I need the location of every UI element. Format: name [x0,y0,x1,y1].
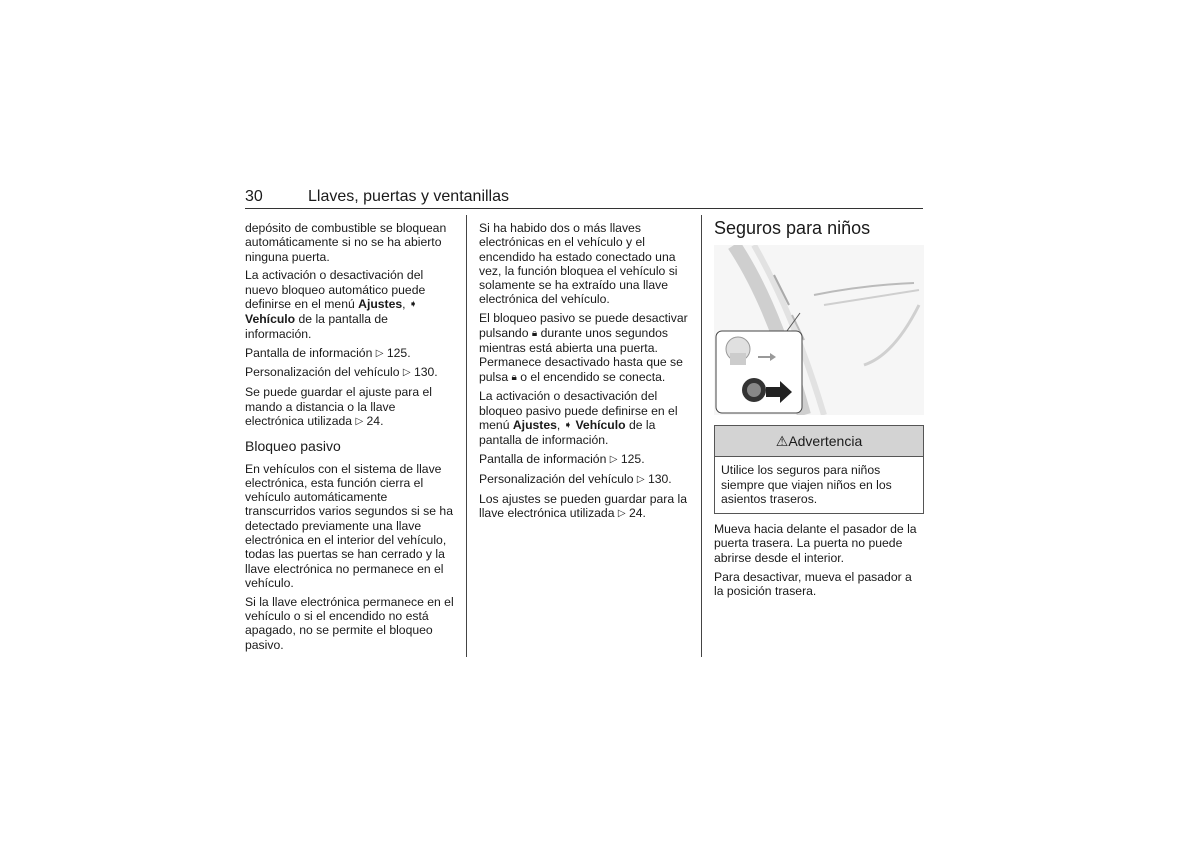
paragraph: En vehículos con el sistema de llave electrónica, esta función cierra el vehículo automáticamente transcurridos varios segundos si se ha detectado previamente una llave electrónica en el interior del vehículo, todas las puertas se han cerrado y la llave electrónica no permanece en el vehículo. [245,461,453,590]
column-2 [479,221,691,526]
child-lock-illustration [714,245,924,415]
reference-arrow-icon: ▷ [355,415,364,427]
section-heading: Seguros para niños [714,218,871,238]
reference-arrow-icon: ▷ [609,454,618,466]
paragraph: Los ajustes se pueden guardar para la llave electrónica utilizada ▷ 24. [479,492,688,521]
cross-reference: Personalización del vehículo ▷ 130. [245,365,438,380]
menu-vehiculo: Vehículo [575,418,626,433]
page-number: 30 [245,188,263,205]
vehicle-icon: ➧ [408,299,418,311]
paragraph: Si la llave electrónica permanece en el vehículo o si el encendido no está apagado, no se permite el bloqueo pasivo. [245,594,454,652]
menu-ajustes: Ajustes [512,418,557,433]
cross-reference: Pantalla de información ▷ 125. [245,345,411,360]
reference-arrow-icon: ▷ [375,347,384,359]
column-1 [245,221,457,657]
column-3 [714,218,924,603]
reference-arrow-icon: ▷ [402,367,411,379]
paragraph: Mueva hacia delante el pasador de la puerta trasera. La puerta no puede abrirse desde el interior. [714,522,917,565]
paragraph: La activación o desactivación del bloqueo pasivo puede definirse en el menú Ajustes, ➧ Vehículo de la pantalla de información. [479,389,678,448]
column-divider-1 [466,215,467,657]
paragraph: depósito de combustible se bloquean automáticamente si no se ha abierto ninguna puerta. [245,221,447,264]
subheading-bloqueo-pasivo: Bloqueo pasivo [245,438,341,455]
reference-arrow-icon: ▷ [617,508,626,520]
cross-reference: Personalización del vehículo ▷ 130. [479,472,672,487]
paragraph: El bloqueo pasivo se puede desactivar pulsando 🔒︎ durante unos segundos mientras está abierta una puerta. Permanece desactivado hasta que se pulsa 🔒︎ o el encendido se conecta. [479,311,688,384]
paragraph: Para desactivar, mueva el pasador a la posición trasera. [714,569,912,598]
paragraph: Si ha habido dos o más llaves electrónicas en el vehículo y el encendido ha estado conectado una vez, la función bloquea el vehículo si solamente se ha extraído una llave electrónica del vehículo. [479,221,678,307]
page-header [245,188,923,209]
lock-button-icon: 🔒︎ [511,371,517,383]
vehicle-icon: ➧ [563,420,573,432]
paragraph: Se puede guardar el ajuste para el mando a distancia o la llave electrónica utilizada ▷ 24. [245,385,433,428]
menu-vehiculo: Vehículo [245,312,296,327]
column-divider-2 [701,215,702,657]
warning-text: Utilice los seguros para niños siempre que viajen niños en los asientos traseros. [721,463,892,506]
warning-header: ⚠Advertencia [715,426,923,457]
menu-ajustes: Ajustes [358,297,403,312]
warning-box [714,425,924,514]
lock-button-icon: 🔒︎ [531,327,538,339]
paragraph: La activación o desactivación del nuevo bloqueo automático puede definirse en el menú Ajustes, ➧ Vehículo de la pantalla de información. [245,268,426,341]
door-latch-drawing [714,245,924,415]
cross-reference: Pantalla de información ▷ 125. [479,452,645,467]
warning-triangle-icon: ⚠ [775,433,789,450]
chapter-title: Llaves, puertas y ventanillas [308,188,509,205]
reference-arrow-icon: ▷ [636,474,645,486]
